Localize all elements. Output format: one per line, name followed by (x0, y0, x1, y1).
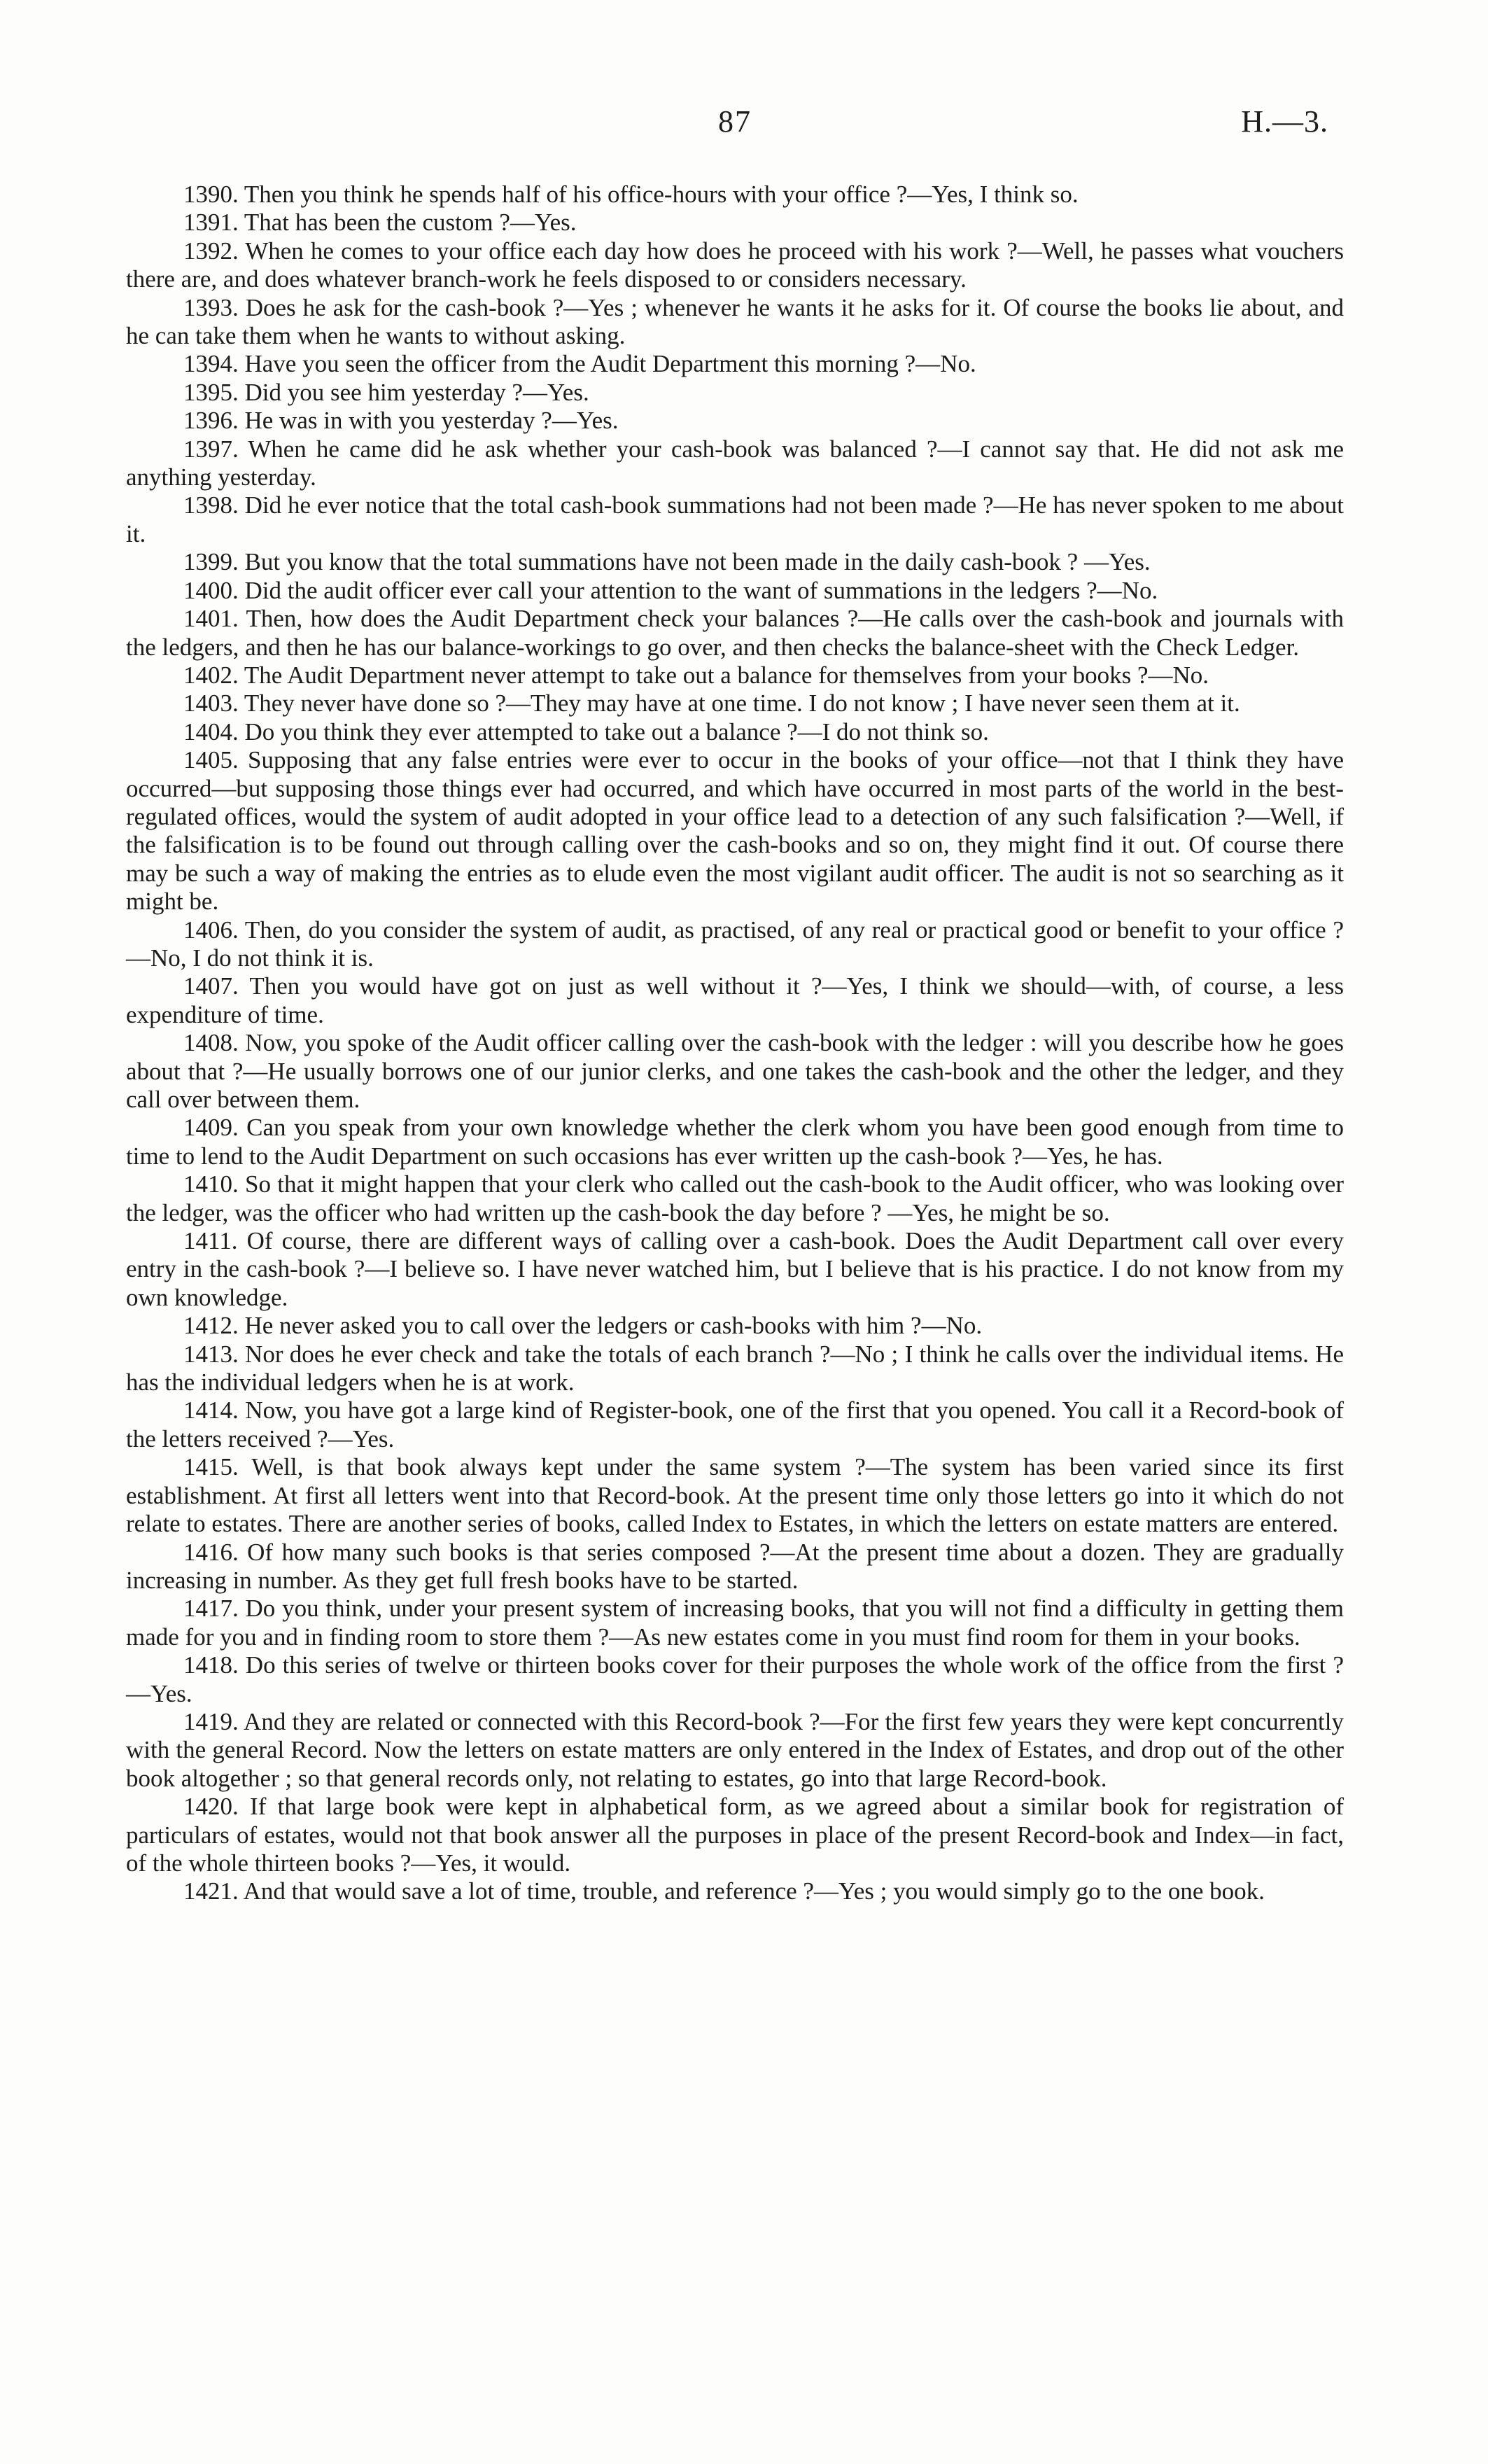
page-number: 87 (718, 104, 752, 139)
question-1420: 1420. If that large book were kept in alphabetical form, as we agreed about a similar book for registration of particulars of estates, would not that book answer all the purposes in place of the present Record-book and Index—in fact, of the whole thirteen books ?—Yes, it would. (126, 1793, 1344, 1877)
question-1414: 1414. Now, you have got a large kind of Register-book, one of the first that you opened. You call it a Record-book of the letters received ?—Yes. (126, 1396, 1344, 1452)
question-1409: 1409. Can you speak from your own knowledge whether the clerk whom you have been good enough from time to time to lend to the Audit Department on such occasions has ever written up the cash-book ?—Yes, he has. (126, 1114, 1344, 1170)
question-1404: 1404. Do you think they ever attempted to take out a balance ?—I do not think so. (183, 718, 989, 746)
question-1418: 1418. Do this series of twelve or thirteen books cover for their purposes the whole work of the office from the first ?—Yes. (126, 1651, 1344, 1707)
testimony-body (126, 181, 1344, 1906)
page-reference: H.—3. (1241, 104, 1328, 139)
question-1400: 1400. Did the audit officer ever call your attention to the want of summations in the ledgers ?—No. (183, 576, 1158, 604)
question-1396: 1396. He was in with you yesterday ?—Yes. (183, 407, 619, 435)
page-header (0, 104, 1488, 153)
question-1403: 1403. They never have done so ?—They may have at one time. I do not know ; I have never seen them at it. (183, 690, 1240, 718)
question-1407: 1407. Then you would have got on just as well without it ?—Yes, I think we should—with, of course, a less expenditure of time. (126, 972, 1344, 1028)
question-1415: 1415. Well, is that book always kept under the same system ?—The system has been varied since its first establishment. At first all letters went into that Record-book. At the present time only those letters go into it which do not relate to estates. There are another series of books, called Index to Estates, in which the letters on estate matters are entered. (126, 1453, 1344, 1538)
question-1391: 1391. That has been the custom ?—Yes. (183, 209, 577, 237)
question-1412: 1412. He never asked you to call over the ledgers or cash-books with him ?—No. (183, 1312, 983, 1340)
question-1392: 1392. When he comes to your office each day how does he proceed with his work ?—Well, he passes what vouchers there are, and does whatever branch-work he feels disposed to or considers necessary. (126, 237, 1344, 293)
question-1416: 1416. Of how many such books is that series composed ?—At the present time about a dozen. They are gradually increasing in number. As they get full fresh books have to be started. (126, 1538, 1344, 1594)
question-1411: 1411. Of course, there are different ways of calling over a cash-book. Does the Audit Department call over every entry in the cash-book ?—I believe so. I have never watched him, but I believe that is his practice. I do not know from my own knowledge. (126, 1227, 1344, 1311)
question-1398: 1398. Did he ever notice that the total cash-book summations had not been made ?—He has never spoken to me about it. (126, 491, 1344, 547)
question-1421: 1421. And that would save a lot of time, trouble, and reference ?—Yes ; you would simply go to the one book. (183, 1877, 1265, 1905)
question-1402: 1402. The Audit Department never attempt to take out a balance for themselves from your books ?—No. (183, 661, 1209, 689)
question-1417: 1417. Do you think, under your present system of increasing books, that you will not find a difficulty in getting them made for you and in finding room to store them ?—As new estates come in you must find room for them in your books. (126, 1595, 1344, 1651)
question-1408: 1408. Now, you spoke of the Audit officer calling over the cash-book with the ledger : will you describe how he goes about that ?—He usually borrows one of our junior clerks, and one takes the cash-book and the other the ledger, and they call over between them. (126, 1029, 1344, 1113)
question-1390: 1390. Then you think he spends half of his office-hours with your office ?—Yes, I think so. (183, 181, 1079, 208)
question-1401: 1401. Then, how does the Audit Department check your balances ?—He calls over the cash-book and journals with the ledgers, and then he has our balance-workings to go over, and then checks the balance-sheet with the Check Ledger. (126, 605, 1344, 661)
question-1410: 1410. So that it might happen that your clerk who called out the cash-book to the Audit officer, who was looking over the ledger, was the officer who had written up the cash-book the day before ? —Yes, he might be so. (126, 1170, 1344, 1226)
question-1413: 1413. Nor does he ever check and take the totals of each branch ?—No ; I think he calls over the individual items. He has the individual ledgers when he is at work. (126, 1340, 1344, 1396)
question-1395: 1395. Did you see him yesterday ?—Yes. (183, 378, 589, 406)
question-1393: 1393. Does he ask for the cash-book ?—Yes ; whenever he wants it he asks for it. Of course the books lie about, and he can take them when he wants to without asking. (126, 293, 1344, 350)
question-1405: 1405. Supposing that any false entries were ever to occur in the books of your office—not that I think they have occurred—but supposing those things ever had occurred, and which have occurred in most parts of the world in the best-regulated offices, would the system of audit adopted in your office lead to a detection of any such falsification ?—Well, if the falsification is to be found out through calling over the cash-books and so on, they might find it out. Of course there may be such a way of making the entries as to elude even the most vigilant audit officer. The audit is not so searching as it might be. (126, 746, 1344, 916)
question-1397: 1397. When he came did he ask whether your cash-book was balanced ?—I cannot say that. He did not ask me anything yesterday. (126, 435, 1344, 491)
question-1394: 1394. Have you seen the officer from the Audit Department this morning ?—No. (183, 350, 976, 378)
question-1399: 1399. But you know that the total summations have not been made in the daily cash-book ? —Yes. (183, 548, 1151, 576)
question-1419: 1419. And they are related or connected with this Record-book ?—For the first few years they were kept concurrently with the general Record. Now the letters on estate matters are only entered in the Index of Estates, and drop out of the other book altogether ; so that general records only, not relating to estates, go into that large Record-book. (126, 1707, 1344, 1792)
question-1406: 1406. Then, do you consider the system of audit, as practised, of any real or practical good or benefit to your office ?—No, I do not think it is. (126, 916, 1344, 972)
